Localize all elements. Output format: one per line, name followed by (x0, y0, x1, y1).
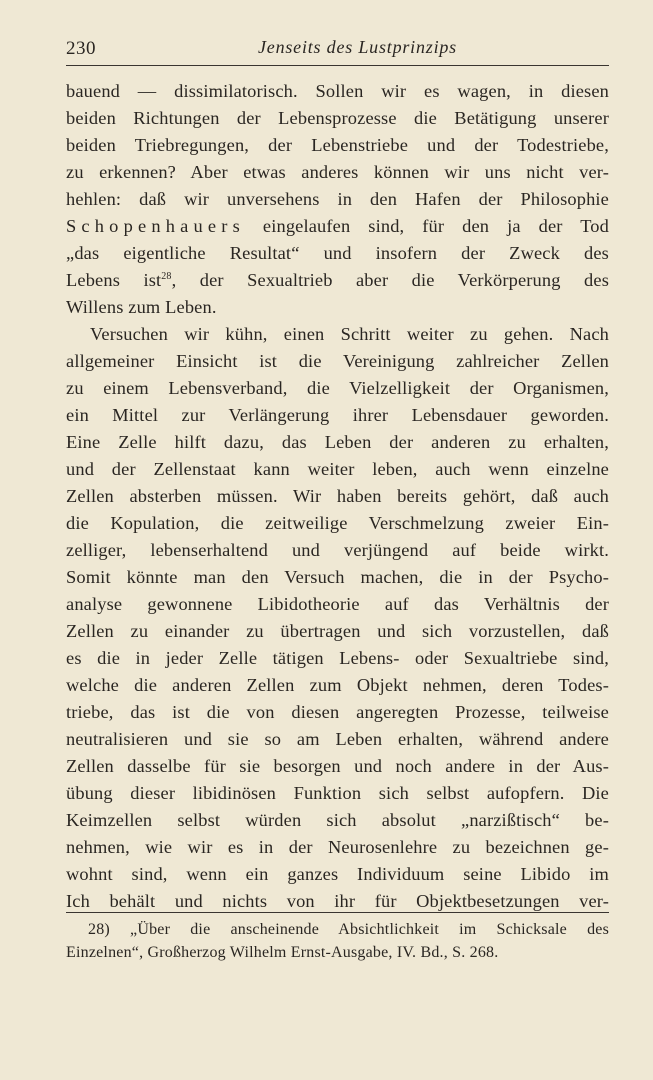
footnote-rule (66, 912, 609, 913)
footnote-marker: 28 (161, 270, 172, 282)
text-line: beiden Triebregungen, der Lebenstriebe und der Todestriebe, (66, 135, 609, 155)
text-line: nehmen, wie wir es in der Neurosenlehre zu bezeichnen ge- (66, 837, 609, 857)
text-line: analyse gewonnene Libidotheorie auf das Verhältnis der (66, 594, 609, 614)
text-line: Zellen dasselbe für sie besorgen und noch andere in der Aus- (66, 756, 609, 776)
text-line: beiden Richtungen der Lebensprozesse die Betätigung unserer (66, 108, 609, 128)
text-line: zu erkennen? Aber etwas anderes können wir uns nicht ver- (66, 162, 609, 182)
text-line: Zellen absterben müssen. Wir haben bereits gehört, daß auch (66, 486, 609, 506)
body-text (66, 78, 609, 915)
text-line: Versuchen wir kühn, einen Schritt weiter zu gehen. Nach (90, 324, 609, 344)
text-line: hehlen: daß wir unversehens in den Hafen der Philosophie (66, 189, 609, 209)
text-line (66, 213, 609, 240)
text-line: „das eigentliche Resultat“ und insofern der Zweck des (66, 243, 609, 263)
footnote-line: 28) „Über die anscheinende Absichtlichkeit im Schicksale des (88, 921, 609, 938)
page-number: 230 (66, 38, 96, 59)
text-fragment: , der Sexualtrieb aber die Verkörperung des (171, 270, 609, 290)
text-line: zu einem Lebensverband, die Vielzelligkeit der Organismen, (66, 378, 609, 398)
text-fragment: Lebens ist (66, 270, 162, 290)
text-line: triebe, das ist die von diesen angeregten Prozesse, teilweise (66, 702, 609, 722)
text-line: Ich behält und nichts von ihr für Objektbesetzungen ver- (66, 891, 609, 911)
page-header (66, 34, 609, 62)
text-line: welche die anderen Zellen zum Objekt nehmen, deren Todes- (66, 675, 609, 695)
header-rule (66, 65, 609, 66)
text-line: Keimzellen selbst würden sich absolut „narzißtisch“ be- (66, 810, 609, 830)
text-line: Zellen zu einander zu übertragen und sich vorzustellen, daß (66, 621, 609, 641)
text-line: bauend — dissimilatorisch. Sollen wir es wagen, in diesen (66, 81, 609, 101)
text-line: Eine Zelle hilft dazu, das Leben der anderen zu erhalten, (66, 432, 609, 452)
text-line: zelliger, lebenserhaltend und verjüngend auf beide wirkt. (66, 540, 609, 560)
footnote-line: Einzelnen“, Großherzog Wilhelm Ernst-Ausgabe, IV. Bd., S. 268. (66, 944, 499, 961)
footnotes (66, 918, 609, 964)
text-fragment: eingelaufen sind, für den ja der Tod (244, 216, 609, 236)
text-line: übung dieser libidinösen Funktion sich selbst aufopfern. Die (66, 783, 609, 803)
text-line: Somit könnte man den Versuch machen, die in der Psycho- (66, 567, 609, 587)
text-line: ein Mittel zur Verlängerung ihrer Lebensdauer geworden. (66, 405, 609, 425)
text-line: wohnt sind, wenn ein ganzes Individuum seine Libido im (66, 864, 609, 884)
text-line: und der Zellenstaat kann weiter leben, auch wenn einzelne (66, 459, 609, 479)
text-line: Willens zum Leben. (66, 297, 217, 317)
text-line: allgemeiner Einsicht ist die Vereinigung zahlreicher Zellen (66, 351, 609, 371)
text-line: die Kopulation, die zeitweilige Verschmelzung zweier Ein- (66, 513, 609, 533)
text-line: neutralisieren und sie so am Leben erhalten, während andere (66, 729, 609, 749)
running-title: Jenseits des Lustprinzips (257, 37, 457, 57)
spaced-name: Schopenhauers (66, 216, 245, 236)
text-line: es die in jeder Zelle tätigen Lebens- oder Sexualtriebe sind, (66, 648, 609, 668)
text-line (66, 267, 609, 294)
